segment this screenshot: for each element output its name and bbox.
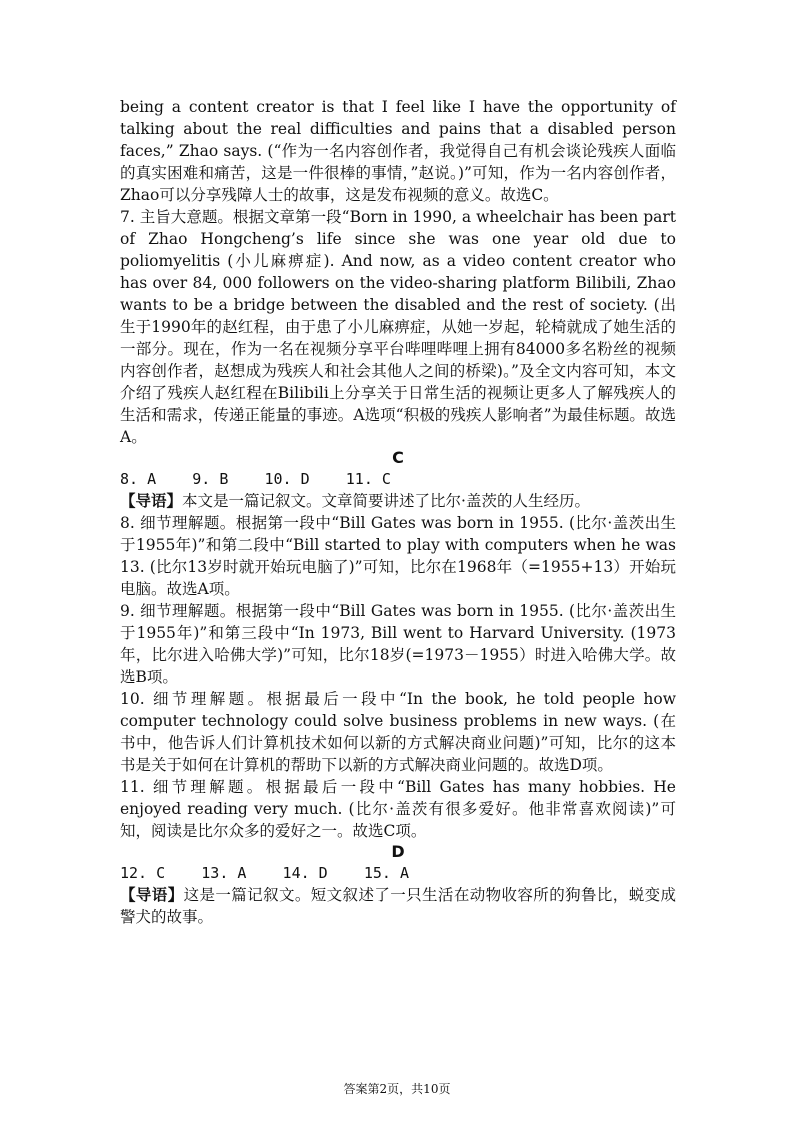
section-c-answer-key: 8. A 9. B 10. D 11. C [120,470,391,488]
page-footer: 答案第2页，共10页 [343,1082,451,1096]
section-c-guide [120,490,676,512]
guide-text: 本文是一篇记叙文。文章简要讲述了比尔·盖茨的人生经历。 [182,492,590,510]
explanation-q10: 10. 细节理解题。根据最后一段中“In the book, he told people how computer technology could solve business problems in new ways. (在书中，他告诉人们计算机技术如何以新的方式解决商业问题)”可知，比尔的这本书是关于如何在计算机的帮助下以新的方式解决商业问题的。故选D项。 [120,690,676,774]
explanation-q11: 11. 细节理解题。根据最后一段中“Bill Gates has many hobbies. He enjoyed reading very much. (比尔·盖茨有很多爱好。他非常喜欢阅读)”可知，阅读是比尔众多的爱好之一。故选C项。 [120,778,676,840]
paragraph-q6-continuation: being a content creator is that I feel like I have the opportunity of talking about the real difficulties and pains that a disabled person faces,” Zhao says. (“作为一名内容创作者，我觉得自己有机会谈论残疾人面临的真实困难和痛苦，这是一件很棒的事情，”赵说。)”可知，作为一名内容创作者，Zhao可以分享残障人士的故事，这是发布视频的意义。故选C。 [120,98,676,204]
answer-content [120,96,676,928]
explanation-q8: 8. 细节理解题。根据第一段中“Bill Gates was born in 1955. (比尔·盖茨出生于1955年)”和第二段中“Bill started to play with computers when he was 13. (比尔13岁时就开始玩电脑了)”可知，比尔在1968年（=1955+13）开始玩电脑。故选A项。 [120,514,676,598]
section-d-answer-key: 12. C 13. A 14. D 15. A [120,864,409,882]
explanation-q9: 9. 细节理解题。根据第一段中“Bill Gates was born in 1955. (比尔·盖茨出生于1955年)”和第三段中“In 1973, Bill went to Harvard University. (1973年，比尔进入哈佛大学)”可知，比尔18岁(=1973－1955）时进入哈佛大学。故选B项。 [120,602,676,686]
section-c-heading: C [392,448,404,467]
guide-label: 【导语】 [120,885,184,904]
guide-text: 这是一篇记叙文。短文叙述了一只生活在动物收容所的狗鲁比，蜕变成警犬的故事。 [120,886,676,926]
paragraph-q7-explanation: 7. 主旨大意题。根据文章第一段“Born in 1990, a wheelchair has been part of Zhao Hongcheng’s life since she was one year old due to poliomyelitis (小儿麻痹症). And now, as a video content creator who has over 84, 000 followers on the video-sharing platform Bilibili, Zhao wants to be a bridge between the disabled and the rest of society. (出生于1990年的赵红程，由于患了小儿麻痹症，从她一岁起，轮椅就成了她生活的一部分。现在，作为一名在视频分享平台哔哩哔哩上拥有84000多名粉丝的视频内容创作者，赵想成为残疾人和社会其他人之间的桥梁)。”及全文内容可知，本文介绍了残疾人赵红程在Bilibili上分享关于日常生活的视频让更多人了解残疾人的生活和需求，传递正能量的事迹。A选项“积极的残疾人影响者”为最佳标题。故选A。 [120,208,676,446]
section-d-guide [120,884,676,928]
guide-label: 【导语】 [120,491,183,510]
section-d-heading: D [391,842,405,861]
